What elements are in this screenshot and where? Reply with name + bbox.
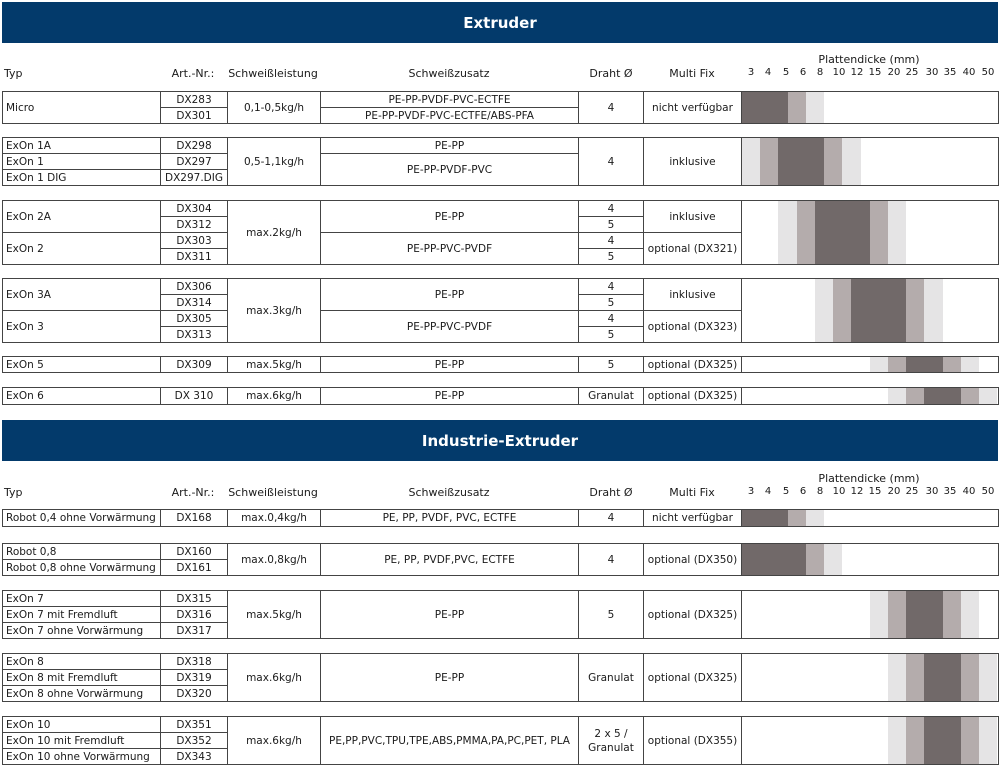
art-nr-cell: DX352 bbox=[160, 732, 228, 749]
header-art-nr: Art.-Nr.: bbox=[171, 67, 215, 80]
thickness-bar-segment bbox=[943, 591, 961, 638]
thickness-bar-segment bbox=[979, 388, 997, 404]
schweisszusatz-cell: PE-PP-PVDF-PVC-ECTFE/ABS-PFA bbox=[320, 107, 579, 124]
schweisszusatz-cell: PE-PP-PVDF-PVC bbox=[320, 153, 579, 186]
thickness-bar-segment bbox=[906, 357, 942, 372]
thickness-bar-segment bbox=[888, 654, 906, 701]
header-art-nr: Art.-Nr.: bbox=[171, 486, 215, 499]
thickness-bar-segment bbox=[906, 591, 942, 638]
art-nr-cell: DX311 bbox=[160, 248, 228, 265]
thickness-bar-segment bbox=[961, 591, 979, 638]
schweissleistung-cell: max.0,8kg/h bbox=[227, 543, 321, 576]
section-banner: Industrie-Extruder bbox=[2, 420, 998, 461]
thickness-tick: 50 bbox=[981, 67, 995, 78]
multi-fix-cell: inklusive bbox=[643, 200, 742, 233]
header-schweisszusatz: Schweißzusatz bbox=[408, 67, 490, 80]
type-cell: ExOn 1 DIG bbox=[2, 169, 161, 186]
art-nr-cell: DX351 bbox=[160, 716, 228, 733]
draht-cell: 4 bbox=[578, 232, 644, 249]
type-cell: ExOn 1 bbox=[2, 153, 161, 170]
multi-fix-cell: optional (DX325) bbox=[643, 356, 742, 373]
art-nr-cell: DX303 bbox=[160, 232, 228, 249]
multi-fix-cell: optional (DX350) bbox=[643, 543, 742, 576]
thickness-bar-segment bbox=[888, 717, 906, 764]
type-cell: Micro bbox=[2, 91, 161, 124]
art-nr-cell: DX305 bbox=[160, 310, 228, 327]
thickness-bar-segment bbox=[906, 654, 924, 701]
type-cell: ExOn 3A bbox=[2, 278, 161, 311]
thickness-bar-segment bbox=[924, 279, 942, 342]
thickness-tick: 10 bbox=[832, 67, 846, 78]
thickness-bar-segment bbox=[778, 201, 796, 264]
schweisszusatz-cell: PE,PP,PVC,TPU,TPE,ABS,PMMA,PA,PC,PET, PLA bbox=[320, 716, 579, 765]
schweisszusatz-cell: PE, PP, PVDF, PVC, ECTFE bbox=[320, 509, 579, 527]
thickness-bar-segment bbox=[870, 591, 888, 638]
thickness-bar-segment bbox=[788, 92, 806, 123]
type-cell: Robot 0,8 bbox=[2, 543, 161, 560]
type-cell: Robot 0,4 ohne Vorwärmung bbox=[2, 509, 161, 527]
thickness-tick: 30 bbox=[925, 486, 939, 497]
thickness-tick: 3 bbox=[747, 67, 755, 78]
thickness-tick: 5 bbox=[782, 67, 790, 78]
thickness-tick: 20 bbox=[887, 486, 901, 497]
thickness-bar-segment bbox=[906, 279, 924, 342]
type-cell: ExOn 2A bbox=[2, 200, 161, 233]
thickness-tick: 8 bbox=[816, 67, 824, 78]
draht-cell: 4 bbox=[578, 310, 644, 327]
art-nr-cell: DX306 bbox=[160, 278, 228, 295]
thickness-bar-segment bbox=[797, 201, 815, 264]
thickness-bar-segment bbox=[815, 279, 833, 342]
thickness-tick: 8 bbox=[816, 486, 824, 497]
thickness-tick: 30 bbox=[925, 67, 939, 78]
multi-fix-cell: nicht verfügbar bbox=[643, 509, 742, 527]
draht-cell: 5 bbox=[578, 590, 644, 639]
art-nr-cell: DX319 bbox=[160, 669, 228, 686]
thickness-tick: 25 bbox=[905, 67, 919, 78]
thickness-tick: 15 bbox=[868, 486, 882, 497]
schweissleistung-cell: max.2kg/h bbox=[227, 200, 321, 265]
multi-fix-cell: optional (DX325) bbox=[643, 387, 742, 405]
draht-cell: 5 bbox=[578, 356, 644, 373]
multi-fix-cell: optional (DX325) bbox=[643, 653, 742, 702]
thickness-tick: 6 bbox=[799, 486, 807, 497]
schweissleistung-cell: max.5kg/h bbox=[227, 356, 321, 373]
draht-cell: 4 bbox=[578, 137, 644, 186]
thickness-bar-segment bbox=[888, 388, 906, 404]
thickness-tick: 35 bbox=[943, 486, 957, 497]
thickness-tick: 10 bbox=[832, 486, 846, 497]
art-nr-cell: DX315 bbox=[160, 590, 228, 607]
type-cell: ExOn 10 mit Fremdluft bbox=[2, 732, 161, 749]
thickness-bar-segment bbox=[760, 138, 778, 185]
multi-fix-cell: inklusive bbox=[643, 137, 742, 186]
section-banner: Extruder bbox=[2, 2, 998, 43]
type-cell: ExOn 2 bbox=[2, 232, 161, 265]
thickness-tick: 6 bbox=[799, 67, 807, 78]
type-cell: ExOn 7 bbox=[2, 590, 161, 607]
schweissleistung-cell: max.6kg/h bbox=[227, 653, 321, 702]
type-cell: ExOn 5 bbox=[2, 356, 161, 373]
art-nr-cell: DX320 bbox=[160, 685, 228, 702]
draht-cell: 4 bbox=[578, 509, 644, 527]
multi-fix-cell: optional (DX355) bbox=[643, 716, 742, 765]
schweissleistung-cell: max.6kg/h bbox=[227, 387, 321, 405]
draht-cell: 5 bbox=[578, 294, 644, 311]
thickness-bar-segment bbox=[888, 591, 906, 638]
schweisszusatz-cell: PE, PP, PVDF,PVC, ECTFE bbox=[320, 543, 579, 576]
type-cell: ExOn 7 mit Fremdluft bbox=[2, 606, 161, 623]
thickness-bar-segment bbox=[961, 388, 979, 404]
thickness-bar-segment bbox=[906, 717, 924, 764]
multi-fix-cell: nicht verfügbar bbox=[643, 91, 742, 124]
header-typ: Typ bbox=[4, 486, 23, 499]
thickness-tick: 50 bbox=[981, 486, 995, 497]
draht-cell: 4 bbox=[578, 91, 644, 124]
art-nr-cell: DX314 bbox=[160, 294, 228, 311]
thickness-bar-segment bbox=[943, 357, 961, 372]
header-plattendicke: Plattendicke (mm) bbox=[818, 53, 920, 66]
thickness-tick: 40 bbox=[962, 486, 976, 497]
type-cell: ExOn 10 ohne Vorwärmung bbox=[2, 748, 161, 765]
art-nr-cell: DX298 bbox=[160, 137, 228, 154]
draht-cell: Granulat bbox=[578, 387, 644, 405]
thickness-bar-segment bbox=[788, 510, 806, 526]
thickness-bar-segment bbox=[815, 201, 870, 264]
thickness-tick: 12 bbox=[850, 486, 864, 497]
type-cell: ExOn 6 bbox=[2, 387, 161, 405]
thickness-bar-segment bbox=[742, 92, 788, 123]
schweisszusatz-cell: PE-PP bbox=[320, 653, 579, 702]
art-nr-cell: DX297 bbox=[160, 153, 228, 170]
schweisszusatz-cell: PE-PP-PVDF-PVC-ECTFE bbox=[320, 91, 579, 108]
header-draht: Draht Ø bbox=[589, 486, 633, 499]
thickness-bar-segment bbox=[742, 138, 760, 185]
thickness-bar-segment bbox=[924, 717, 960, 764]
thickness-bar-segment bbox=[888, 357, 906, 372]
multi-fix-cell: inklusive bbox=[643, 278, 742, 311]
header-draht: Draht Ø bbox=[589, 67, 633, 80]
schweisszusatz-cell: PE-PP-PVC-PVDF bbox=[320, 232, 579, 265]
draht-cell: 5 bbox=[578, 216, 644, 233]
schweisszusatz-cell: PE-PP bbox=[320, 387, 579, 405]
thickness-tick: 25 bbox=[905, 486, 919, 497]
type-cell: ExOn 7 ohne Vorwärmung bbox=[2, 622, 161, 639]
thickness-bar-segment bbox=[824, 544, 842, 575]
schweisszusatz-cell: PE-PP bbox=[320, 590, 579, 639]
thickness-tick: 20 bbox=[887, 67, 901, 78]
art-nr-cell: DX161 bbox=[160, 559, 228, 576]
schweissleistung-cell: max.3kg/h bbox=[227, 278, 321, 343]
type-cell: ExOn 8 ohne Vorwärmung bbox=[2, 685, 161, 702]
draht-cell: 2 x 5 / Granulat bbox=[578, 716, 644, 765]
thickness-tick: 3 bbox=[747, 486, 755, 497]
thickness-tick: 4 bbox=[764, 486, 772, 497]
thickness-bar-segment bbox=[870, 357, 888, 372]
art-nr-cell: DX318 bbox=[160, 653, 228, 670]
type-cell: ExOn 8 mit Fremdluft bbox=[2, 669, 161, 686]
schweissleistung-cell: max.6kg/h bbox=[227, 716, 321, 765]
header-schweissleistung: Schweißleistung bbox=[228, 67, 318, 80]
draht-cell: 5 bbox=[578, 326, 644, 343]
thickness-bar-segment bbox=[924, 654, 960, 701]
thickness-bar-segment bbox=[833, 279, 851, 342]
thickness-bar-segment bbox=[778, 138, 824, 185]
art-nr-cell: DX317 bbox=[160, 622, 228, 639]
schweissleistung-cell: 0,5-1,1kg/h bbox=[227, 137, 321, 186]
art-nr-cell: DX168 bbox=[160, 509, 228, 527]
schweisszusatz-cell: PE-PP bbox=[320, 356, 579, 373]
art-nr-cell: DX312 bbox=[160, 216, 228, 233]
type-cell: ExOn 8 bbox=[2, 653, 161, 670]
thickness-bar-segment bbox=[824, 138, 842, 185]
draht-cell: 4 bbox=[578, 278, 644, 295]
thickness-bar-segment bbox=[870, 201, 888, 264]
thickness-bar-segment bbox=[888, 201, 906, 264]
thickness-bar-segment bbox=[742, 544, 806, 575]
draht-cell: Granulat bbox=[578, 653, 644, 702]
thickness-bar-segment bbox=[806, 92, 824, 123]
thickness-bar-segment bbox=[806, 544, 824, 575]
art-nr-cell: DX343 bbox=[160, 748, 228, 765]
art-nr-cell: DX 310 bbox=[160, 387, 228, 405]
thickness-bar-segment bbox=[961, 654, 979, 701]
thickness-bar-segment bbox=[924, 388, 960, 404]
thickness-bar-segment bbox=[851, 279, 906, 342]
thickness-bar-segment bbox=[842, 138, 860, 185]
header-typ: Typ bbox=[4, 67, 23, 80]
schweisszusatz-cell: PE-PP bbox=[320, 200, 579, 233]
schweissleistung-cell: max.5kg/h bbox=[227, 590, 321, 639]
multi-fix-cell: optional (DX321) bbox=[643, 232, 742, 265]
thickness-bar-segment bbox=[742, 510, 788, 526]
thickness-tick: 12 bbox=[850, 67, 864, 78]
schweissleistung-cell: 0,1-0,5kg/h bbox=[227, 91, 321, 124]
thickness-bar-segment bbox=[906, 388, 924, 404]
art-nr-cell: DX160 bbox=[160, 543, 228, 560]
draht-cell: 5 bbox=[578, 248, 644, 265]
thickness-bar-segment bbox=[979, 717, 997, 764]
schweisszusatz-cell: PE-PP bbox=[320, 278, 579, 311]
art-nr-cell: DX304 bbox=[160, 200, 228, 217]
schweissleistung-cell: max.0,4kg/h bbox=[227, 509, 321, 527]
header-schweissleistung: Schweißleistung bbox=[228, 486, 318, 499]
draht-cell: 4 bbox=[578, 543, 644, 576]
type-cell: ExOn 10 bbox=[2, 716, 161, 733]
art-nr-cell: DX301 bbox=[160, 107, 228, 124]
thickness-tick: 15 bbox=[868, 67, 882, 78]
type-cell: ExOn 1A bbox=[2, 137, 161, 154]
thickness-tick: 35 bbox=[943, 67, 957, 78]
thickness-tick: 5 bbox=[782, 486, 790, 497]
thickness-bar-segment bbox=[806, 510, 824, 526]
art-nr-cell: DX309 bbox=[160, 356, 228, 373]
art-nr-cell: DX297.DIG bbox=[160, 169, 228, 186]
thickness-bar-segment bbox=[979, 654, 997, 701]
thickness-bar-segment bbox=[961, 357, 979, 372]
type-cell: ExOn 3 bbox=[2, 310, 161, 343]
art-nr-cell: DX316 bbox=[160, 606, 228, 623]
thickness-tick: 4 bbox=[764, 67, 772, 78]
schweisszusatz-cell: PE-PP-PVC-PVDF bbox=[320, 310, 579, 343]
header-multi-fix: Multi Fix bbox=[669, 67, 715, 80]
thickness-bar-segment bbox=[961, 717, 979, 764]
schweisszusatz-cell: PE-PP bbox=[320, 137, 579, 154]
header-multi-fix: Multi Fix bbox=[669, 486, 715, 499]
header-schweisszusatz: Schweißzusatz bbox=[408, 486, 490, 499]
draht-cell: 4 bbox=[578, 200, 644, 217]
thickness-tick: 40 bbox=[962, 67, 976, 78]
art-nr-cell: DX283 bbox=[160, 91, 228, 108]
multi-fix-cell: optional (DX323) bbox=[643, 310, 742, 343]
type-cell: Robot 0,8 ohne Vorwärmung bbox=[2, 559, 161, 576]
header-plattendicke: Plattendicke (mm) bbox=[818, 472, 920, 485]
art-nr-cell: DX313 bbox=[160, 326, 228, 343]
multi-fix-cell: optional (DX325) bbox=[643, 590, 742, 639]
